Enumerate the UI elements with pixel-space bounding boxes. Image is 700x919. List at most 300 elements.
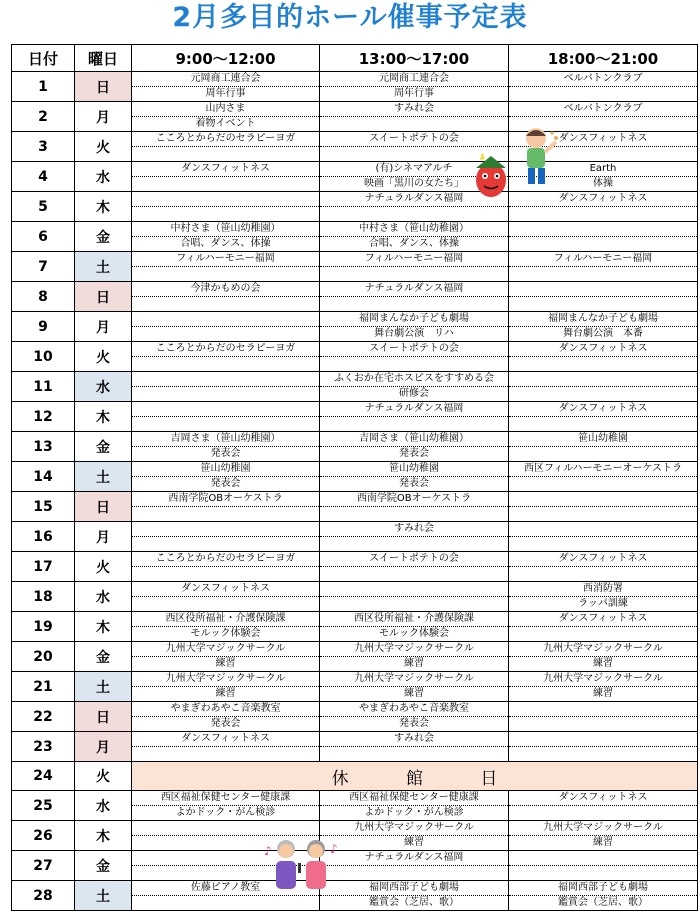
- morning-event-cell: [132, 672, 320, 702]
- event-detail: 映画「黒川の女たち」: [364, 177, 464, 189]
- event-name: 西区役所福祉・介護保険課: [320, 612, 508, 627]
- event-name: [509, 372, 697, 387]
- event-name: ダンスフィットネス: [509, 342, 697, 357]
- svg-text:♪: ♪: [330, 842, 338, 856]
- afternoon-event-cell: [320, 492, 509, 522]
- afternoon-event-cell: [320, 732, 509, 762]
- table-row: [12, 402, 698, 432]
- weekday-cell: 土: [75, 672, 132, 702]
- event-detail: [320, 537, 508, 552]
- table-row: [12, 791, 698, 821]
- event-detail: よかドック・がん検診: [175, 806, 276, 818]
- table-row: [12, 162, 698, 192]
- event-name: ダンスフィットネス: [509, 791, 697, 806]
- event-detail: [132, 537, 319, 552]
- event-detail: [509, 237, 697, 252]
- date-cell: 2: [12, 102, 75, 132]
- date-cell: 16: [12, 522, 75, 552]
- evening-event-cell: [509, 222, 698, 252]
- col-header-weekday: 曜日: [75, 45, 132, 72]
- event-name: ナチュラルダンス福岡: [320, 851, 508, 866]
- table-row: [12, 432, 698, 462]
- event-detail: [509, 567, 697, 582]
- event-name: 佐藤ピアノ教室: [132, 881, 319, 896]
- date-cell: 27: [12, 851, 75, 881]
- event-name: ダンスフィットネス: [509, 612, 697, 627]
- event-name: 福岡まんなか子ども劇場: [320, 312, 508, 327]
- morning-event-cell: [132, 282, 320, 312]
- event-detail: [320, 866, 508, 881]
- event-detail: 舞台劇公演 本番: [563, 327, 643, 339]
- event-name: フィルハーモニー福岡: [132, 252, 319, 267]
- weekday-cell: 水: [75, 791, 132, 821]
- event-name: 山内さま: [132, 102, 319, 117]
- event-detail: [509, 417, 697, 432]
- weekday-cell: 木: [75, 612, 132, 642]
- event-detail: 練習: [404, 687, 424, 699]
- event-detail: [320, 297, 508, 312]
- event-name: [132, 312, 319, 327]
- event-name: [509, 702, 697, 717]
- event-detail: 鑑賞会（芝居、歌）: [558, 896, 648, 908]
- event-detail: 発表会: [399, 447, 429, 459]
- event-name: 西区福祉保健センター健康課: [320, 791, 508, 806]
- event-name: 福岡西部子ども劇場: [509, 881, 697, 896]
- evening-event-cell: [509, 252, 698, 282]
- event-name: ダンスフィットネス: [509, 552, 697, 567]
- afternoon-event-cell: [320, 252, 509, 282]
- event-detail: [132, 507, 319, 522]
- weekday-cell: 金: [75, 851, 132, 881]
- event-name: 西区福祉保健センター健康課: [132, 791, 319, 806]
- event-name: 笹山幼稚園: [132, 462, 319, 477]
- table-row: [12, 252, 698, 282]
- table-row: [12, 672, 698, 702]
- afternoon-event-cell: [320, 821, 509, 851]
- morning-event-cell: [132, 312, 320, 342]
- event-detail: [132, 297, 319, 312]
- table-row: [12, 312, 698, 342]
- event-detail: よかドック・がん検診: [364, 806, 464, 818]
- event-detail: 練習: [215, 687, 236, 699]
- weekday-cell: 日: [75, 282, 132, 312]
- event-detail: 周年行事: [205, 87, 246, 99]
- date-cell: 19: [12, 612, 75, 642]
- event-name: [132, 522, 319, 537]
- morning-event-cell: [132, 72, 320, 102]
- table-row: [12, 762, 698, 791]
- weekday-cell: 土: [75, 462, 132, 492]
- event-detail: [320, 747, 508, 762]
- evening-event-cell: [509, 672, 698, 702]
- weekday-cell: 月: [75, 312, 132, 342]
- col-header-morning: 9:00～12:00: [132, 45, 320, 72]
- event-detail: [509, 387, 697, 402]
- evening-event-cell: [509, 791, 698, 821]
- event-detail: [320, 507, 508, 522]
- event-detail: [509, 717, 697, 732]
- morning-event-cell: [132, 702, 320, 732]
- event-detail: [132, 747, 319, 762]
- event-name: 九州大学マジックサークル: [509, 672, 697, 687]
- event-detail: [509, 297, 697, 312]
- event-name: ナチュラルダンス福岡: [320, 402, 508, 417]
- event-detail: 発表会: [399, 477, 429, 489]
- table-row: [12, 552, 698, 582]
- evening-event-cell: [509, 462, 698, 492]
- event-name: スイートポテトの会: [320, 342, 508, 357]
- event-name: [132, 192, 319, 207]
- event-detail: [320, 417, 508, 432]
- table-row: [12, 881, 698, 911]
- event-detail: [132, 267, 319, 282]
- event-detail: [320, 567, 508, 582]
- event-detail: [320, 207, 508, 222]
- col-header-afternoon: 13:00～17:00: [320, 45, 509, 72]
- date-cell: 11: [12, 372, 75, 402]
- afternoon-event-cell: [320, 432, 509, 462]
- evening-event-cell: [509, 732, 698, 762]
- date-cell: 21: [12, 672, 75, 702]
- afternoon-event-cell: [320, 462, 509, 492]
- event-name: 元岡商工連合会: [320, 72, 508, 87]
- event-name: ダンスフィットネス: [509, 192, 697, 207]
- morning-event-cell: [132, 402, 320, 432]
- weekday-cell: 日: [75, 702, 132, 732]
- date-cell: 7: [12, 252, 75, 282]
- weekday-cell: 火: [75, 342, 132, 372]
- event-detail: [509, 747, 697, 762]
- morning-event-cell: [132, 372, 320, 402]
- event-name: フィルハーモニー福岡: [320, 252, 508, 267]
- event-detail: [509, 87, 697, 102]
- event-detail: [132, 357, 319, 372]
- morning-event-cell: [132, 132, 320, 162]
- weekday-cell: 日: [75, 72, 132, 102]
- afternoon-event-cell: [320, 672, 509, 702]
- table-row: [12, 102, 698, 132]
- event-detail: [509, 866, 697, 881]
- afternoon-event-cell: [320, 552, 509, 582]
- date-cell: 28: [12, 881, 75, 911]
- event-detail: [132, 597, 319, 612]
- event-name: やまぎわあやこ音楽教室: [320, 702, 508, 717]
- event-detail: [132, 417, 319, 432]
- table-row: [12, 192, 698, 222]
- event-name: やまぎわあやこ音楽教室: [132, 702, 319, 717]
- event-detail: [509, 507, 697, 522]
- event-detail: [509, 627, 697, 642]
- event-detail: 鑑賞会（芝居、歌）: [369, 896, 459, 908]
- weekday-cell: 金: [75, 222, 132, 252]
- afternoon-event-cell: [320, 702, 509, 732]
- event-detail: [132, 896, 319, 911]
- date-cell: 9: [12, 312, 75, 342]
- evening-event-cell: [509, 402, 698, 432]
- weekday-cell: 水: [75, 372, 132, 402]
- evening-event-cell: [509, 72, 698, 102]
- morning-event-cell: [132, 222, 320, 252]
- morning-event-cell: [132, 492, 320, 522]
- table-row: [12, 132, 698, 162]
- weekday-cell: 月: [75, 102, 132, 132]
- table-row: [12, 851, 698, 881]
- header-row: [12, 45, 698, 72]
- event-name: すみれ会: [320, 732, 508, 747]
- event-name: 九州大学マジックサークル: [320, 821, 508, 836]
- evening-event-cell: [509, 552, 698, 582]
- table-row: [12, 642, 698, 672]
- event-name: スイートポテトの会: [320, 552, 508, 567]
- date-cell: 25: [12, 791, 75, 821]
- oni-mascot-illustration: [468, 148, 514, 200]
- date-cell: 5: [12, 192, 75, 222]
- event-name: [132, 372, 319, 387]
- event-detail: 発表会: [210, 447, 241, 459]
- morning-event-cell: [132, 732, 320, 762]
- table-row: [12, 732, 698, 762]
- morning-event-cell: [132, 791, 320, 821]
- event-name: 西区役所福祉・介護保険課: [132, 612, 319, 627]
- event-detail: [132, 177, 319, 192]
- event-name: [509, 222, 697, 237]
- morning-event-cell: [132, 192, 320, 222]
- evening-event-cell: [509, 192, 698, 222]
- morning-event-cell: [132, 432, 320, 462]
- event-name: 中村さま（笹山幼稚園）: [132, 222, 319, 237]
- event-name: [509, 492, 697, 507]
- morning-event-cell: [132, 612, 320, 642]
- evening-event-cell: [509, 881, 698, 911]
- event-name: 西南学院OBオーケストラ: [132, 492, 319, 507]
- weekday-cell: 木: [75, 821, 132, 851]
- table-row: [12, 582, 698, 612]
- weekday-cell: 日: [75, 492, 132, 522]
- evening-event-cell: [509, 612, 698, 642]
- evening-event-cell: [509, 342, 698, 372]
- event-name: 福岡西部子ども劇場: [320, 881, 508, 896]
- event-detail: [509, 477, 697, 492]
- event-detail: 着物イベント: [195, 117, 256, 129]
- table-row: [12, 492, 698, 522]
- event-name: 中村さま（笹山幼稚園）: [320, 222, 508, 237]
- event-name: 九州大学マジックサークル: [509, 821, 697, 836]
- closed-day-banner: 休 館 日: [132, 762, 698, 791]
- event-name: すみれ会: [320, 522, 508, 537]
- date-cell: 1: [12, 72, 75, 102]
- event-detail: [132, 207, 319, 222]
- weekday-cell: 水: [75, 582, 132, 612]
- event-name: 今津かもめの会: [132, 282, 319, 297]
- col-header-evening: 18:00～21:00: [509, 45, 698, 72]
- afternoon-event-cell: [320, 342, 509, 372]
- afternoon-event-cell: [320, 582, 509, 612]
- svg-text:♪: ♪: [264, 844, 272, 858]
- event-name: [509, 282, 697, 297]
- event-name: ダンスフィットネス: [132, 162, 319, 177]
- event-detail: [132, 147, 319, 162]
- morning-event-cell: [132, 642, 320, 672]
- event-name: 福岡まんなか子ども劇場: [509, 312, 697, 327]
- event-detail: [509, 357, 697, 372]
- event-detail: [509, 447, 697, 462]
- table-row: [12, 821, 698, 851]
- weekday-cell: 木: [75, 192, 132, 222]
- afternoon-event-cell: [320, 522, 509, 552]
- evening-event-cell: [509, 851, 698, 881]
- event-name: 西区フィルハーモニーオーケストラ: [509, 462, 697, 477]
- weekday-cell: 火: [75, 762, 132, 791]
- date-cell: 24: [12, 762, 75, 791]
- event-name: ダンスフィットネス: [509, 132, 697, 147]
- afternoon-event-cell: [320, 222, 509, 252]
- table-row: [12, 372, 698, 402]
- afternoon-event-cell: [320, 642, 509, 672]
- weekday-cell: 水: [75, 162, 132, 192]
- event-detail: 練習: [593, 657, 613, 669]
- morning-event-cell: [132, 582, 320, 612]
- date-cell: 15: [12, 492, 75, 522]
- afternoon-event-cell: [320, 282, 509, 312]
- event-detail: [509, 806, 697, 821]
- afternoon-event-cell: [320, 881, 509, 911]
- event-name: [509, 522, 697, 537]
- event-name: ダンスフィットネス: [132, 732, 319, 747]
- evening-event-cell: [509, 282, 698, 312]
- event-name: 吉岡さま（笹山幼稚園）: [132, 432, 319, 447]
- event-name: Earth: [509, 162, 697, 177]
- event-name: 九州大学マジックサークル: [320, 642, 508, 657]
- event-detail: [509, 537, 697, 552]
- afternoon-event-cell: [320, 312, 509, 342]
- evening-event-cell: [509, 702, 698, 732]
- event-detail: [132, 387, 319, 402]
- evening-event-cell: [509, 372, 698, 402]
- event-detail: [509, 267, 697, 282]
- event-name: ベルバトンクラブ: [509, 72, 697, 87]
- event-detail: 練習: [404, 657, 424, 669]
- event-detail: 練習: [593, 836, 613, 848]
- morning-event-cell: [132, 162, 320, 192]
- event-name: (有)シネマアルチ: [320, 162, 508, 177]
- event-name: [320, 582, 508, 597]
- event-name: ふくおか在宅ホスピスをすすめる会: [320, 372, 508, 387]
- event-detail: [509, 207, 697, 222]
- event-name: 西南学院OBオーケストラ: [320, 492, 508, 507]
- weekday-cell: 月: [75, 732, 132, 762]
- weekday-cell: 土: [75, 252, 132, 282]
- date-cell: 17: [12, 552, 75, 582]
- weekday-cell: 木: [75, 402, 132, 432]
- event-name: ベルバトンクラブ: [509, 102, 697, 117]
- date-cell: 14: [12, 462, 75, 492]
- date-cell: 8: [12, 282, 75, 312]
- table-row: [12, 72, 698, 102]
- date-cell: 18: [12, 582, 75, 612]
- event-detail: 練習: [593, 687, 613, 699]
- morning-event-cell: [132, 342, 320, 372]
- date-cell: 23: [12, 732, 75, 762]
- event-name: こころとからだのセラピーヨガ: [132, 132, 319, 147]
- event-detail: [320, 267, 508, 282]
- afternoon-event-cell: [320, 72, 509, 102]
- event-name: フィルハーモニー福岡: [509, 252, 697, 267]
- weekday-cell: 土: [75, 881, 132, 911]
- event-name: こころとからだのセラピーヨガ: [132, 552, 319, 567]
- event-detail: 体操: [593, 177, 613, 189]
- schedule-table: [11, 44, 698, 911]
- event-name: すみれ会: [320, 102, 508, 117]
- afternoon-event-cell: [320, 372, 509, 402]
- event-detail: 周年行事: [394, 87, 434, 99]
- event-detail: [320, 357, 508, 372]
- date-cell: 13: [12, 432, 75, 462]
- table-row: [12, 282, 698, 312]
- event-detail: モルック体験会: [379, 627, 449, 639]
- event-name: 笹山幼稚園: [320, 462, 508, 477]
- event-detail: [132, 567, 319, 582]
- event-name: 西消防署: [509, 582, 697, 597]
- event-name: 元岡商工連合会: [132, 72, 319, 87]
- singing-couple-illustration: [260, 833, 342, 891]
- weekday-cell: 火: [75, 552, 132, 582]
- event-name: 笹山幼稚園: [509, 432, 697, 447]
- morning-event-cell: [132, 102, 320, 132]
- child-throwing-beans-illustration: [512, 124, 560, 190]
- schedule-body: [12, 72, 698, 911]
- afternoon-event-cell: [320, 402, 509, 432]
- event-name: ダンスフィットネス: [132, 582, 319, 597]
- event-name: [509, 732, 697, 747]
- event-detail: 練習: [215, 657, 236, 669]
- morning-event-cell: [132, 552, 320, 582]
- afternoon-event-cell: [320, 791, 509, 821]
- event-detail: 研修会: [399, 387, 429, 399]
- weekday-cell: 金: [75, 642, 132, 672]
- evening-event-cell: [509, 642, 698, 672]
- event-detail: 舞台劇公演 リハ: [374, 327, 454, 339]
- event-detail: 発表会: [210, 717, 241, 729]
- afternoon-event-cell: [320, 851, 509, 881]
- event-name: ナチュラルダンス福岡: [320, 282, 508, 297]
- event-detail: [320, 597, 508, 612]
- table-row: [12, 342, 698, 372]
- date-cell: 22: [12, 702, 75, 732]
- table-row: [12, 702, 698, 732]
- table-row: [12, 522, 698, 552]
- event-detail: ラッパ訓練: [578, 597, 628, 609]
- event-detail: モルック体験会: [190, 627, 261, 639]
- event-detail: [320, 117, 508, 132]
- date-cell: 4: [12, 162, 75, 192]
- table-row: [12, 462, 698, 492]
- morning-event-cell: [132, 252, 320, 282]
- evening-event-cell: [509, 582, 698, 612]
- date-cell: 12: [12, 402, 75, 432]
- event-name: 吉岡さま（笹山幼稚園）: [320, 432, 508, 447]
- event-name: [132, 402, 319, 417]
- morning-event-cell: [132, 462, 320, 492]
- table-row: [12, 612, 698, 642]
- page-title: 2月多目的ホール催事予定表: [172, 2, 528, 33]
- event-detail: 発表会: [399, 717, 429, 729]
- afternoon-event-cell: [320, 102, 509, 132]
- evening-event-cell: [509, 522, 698, 552]
- event-name: [509, 851, 697, 866]
- weekday-cell: 金: [75, 432, 132, 462]
- event-name: 九州大学マジックサークル: [509, 642, 697, 657]
- event-detail: 合唱、ダンス、体操: [368, 237, 460, 249]
